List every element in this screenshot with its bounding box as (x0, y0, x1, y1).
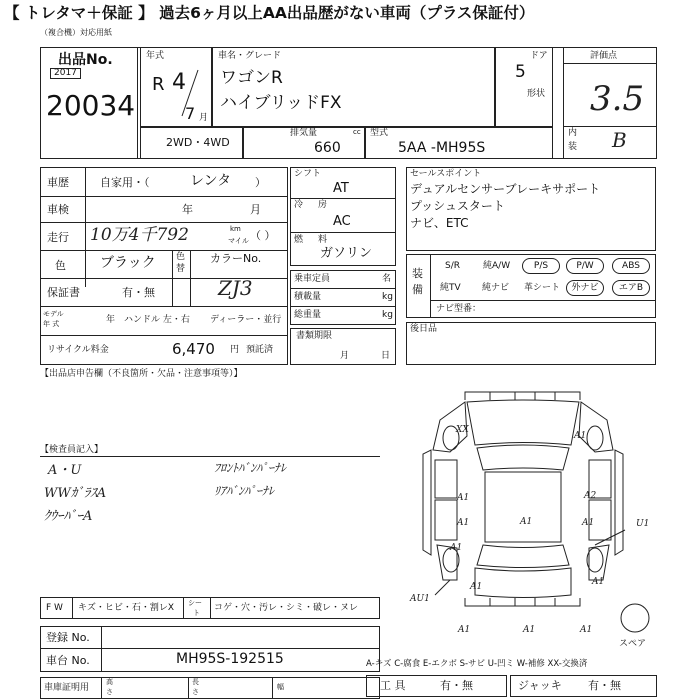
cert-label: 車庫証明用 (44, 683, 90, 693)
exhibitor-notes-label: 【出品店申告欄（不良箇所・欠品・注意事項等）】 (40, 369, 243, 379)
tools-value: 有・無 (440, 679, 473, 692)
jack-value: 有・無 (588, 679, 621, 692)
details-col-line (85, 167, 86, 287)
doors-label: ドア (530, 51, 548, 61)
shape-label: 形状 (527, 89, 546, 99)
color-code-value: ZJ3 (218, 276, 253, 300)
cert-length-1: 長 (192, 678, 199, 686)
defects-seat-2: ト (193, 609, 200, 617)
equip-sr: S/R (445, 261, 460, 271)
damage-mark: A1 (574, 431, 587, 441)
equip-aw: 純A/W (483, 261, 511, 271)
defects-seat-items: コゲ・穴・汚レ・シミ・破レ・ヌレ (214, 603, 359, 613)
equipment-nav-divider (430, 300, 656, 301)
aircon-label-2: 房 (318, 200, 328, 210)
capacity-row-1 (290, 288, 396, 289)
docs-period-label: 書類期限 (296, 331, 333, 341)
car-diagram (395, 380, 655, 640)
equip-ext-navi: 外ナビ (566, 280, 604, 296)
cert-col-1 (101, 677, 102, 699)
color-code-label: カラーNo. (210, 252, 262, 265)
inspector-label: 【検査員記入】 (40, 445, 104, 455)
damage-mark: XX (456, 425, 469, 435)
selling-points-label: セールスポイント (410, 169, 482, 179)
damage-mark: A1 (470, 582, 483, 592)
damage-mark: A1 (457, 493, 470, 503)
specs-row-1 (290, 198, 396, 199)
history-label: 車歴 (47, 176, 69, 189)
page-title: 【 トレタマ＋保証 】 過去6ヶ月以上AA出品歴がない車両（プラス保証付） (4, 4, 535, 22)
damage-mark: A1 (450, 543, 463, 553)
year-month: 7 (185, 104, 196, 123)
recycle-label: リサイクル料金 (47, 345, 109, 355)
aircon-label-1: 冷 (294, 200, 304, 210)
damage-mark: A1 (592, 577, 605, 587)
equip-navi: 純ナビ (482, 283, 510, 293)
score-value: 3.5 (590, 79, 645, 119)
docs-period-month: 月 (340, 351, 350, 361)
cert-col-2 (188, 677, 189, 699)
damage-mark: A1 (520, 517, 533, 527)
mileage-paren: （ ） (250, 229, 276, 242)
damage-legend: A-キズ C-腐食 E-エクボ S-サビ U-凹ミ W-補修 XX-交換済 (366, 659, 588, 669)
details-row-3 (40, 250, 288, 251)
equip-tv: 純TV (440, 283, 461, 293)
score-label: 評価点 (590, 51, 618, 61)
defects-items: キズ・ヒビ・石・割レX (78, 603, 174, 613)
nav-model-label: ナビ型番： (436, 304, 482, 314)
history-value: レンタ (190, 173, 232, 189)
lot-label: 出品No. (58, 52, 113, 68)
details-row-1 (40, 196, 288, 197)
registration-row (40, 648, 380, 649)
chassis-value: MH95S-192515 (176, 651, 284, 667)
postfit-frame (406, 322, 656, 365)
load-label: 積載量 (294, 292, 322, 302)
year-value: 4 (172, 70, 186, 95)
color-code-divider (190, 250, 191, 306)
capacity-unit: 名 (382, 274, 392, 284)
load-unit: kg (382, 292, 393, 302)
damage-mark: A1 (582, 518, 595, 528)
interior-label-2: 装 (568, 142, 578, 152)
warranty-value: 有・無 (122, 286, 155, 299)
history-close: ） (255, 176, 266, 189)
mileage-value: 10万4千792 (90, 225, 189, 245)
details-row-5 (40, 306, 288, 307)
score-divider-mid (563, 126, 657, 127)
color-change-label-2: 替 (176, 264, 186, 274)
model-name: ワゴンR (220, 68, 283, 88)
capacity-row-2 (290, 306, 396, 307)
model-year-year: 年 (106, 315, 116, 325)
inspector-note-2: WWｶﾞﾗｽA (44, 486, 107, 501)
gross-unit: kg (382, 310, 393, 320)
registration-label: 登録 No. (46, 631, 90, 644)
damage-mark: A2 (584, 491, 597, 501)
inspection-label: 車検 (47, 203, 69, 216)
mileage-unit-km: km (230, 225, 241, 233)
warranty-label: 保証書 (47, 286, 80, 299)
docs-period-day: 日 (381, 351, 391, 361)
fuel-label-1: 燃 (294, 235, 304, 245)
damage-mark: U1 (636, 519, 650, 529)
postfit-label: 後日品 (410, 324, 438, 334)
fuel-label-2: 料 (318, 235, 328, 245)
damage-mark: AU1 (410, 594, 430, 604)
recycle-note: 預託済 (246, 345, 274, 355)
details-row-2 (40, 222, 288, 223)
inspector-note-1: A・U (48, 463, 82, 478)
lot-year-tag: 2017 (50, 68, 81, 79)
damage-mark: A1 (523, 625, 536, 635)
cert-tall-2: さ (106, 688, 113, 696)
cert-length-2: さ (192, 688, 199, 696)
model-code-value: 5AA -MH95S (398, 140, 486, 156)
recycle-unit: 円 (230, 345, 240, 355)
displacement-value: 660 (314, 140, 341, 156)
inspector-divider (40, 456, 380, 457)
details-row-6 (40, 335, 288, 336)
inspection-year: 年 (182, 203, 193, 216)
model-year-dealer: ディーラー・並行 (210, 315, 282, 325)
equip-ps: P/S (522, 258, 560, 274)
inspector-note-4: ﾌﾛﾝﾄﾊﾞﾝﾊﾟｰﾅﾚ (214, 461, 287, 475)
cert-frame (40, 677, 380, 699)
mileage-label: 走行 (47, 231, 69, 244)
year-month-unit: 月 (199, 113, 209, 123)
defects-fw: F W (46, 603, 63, 613)
score-divider-top (563, 63, 657, 64)
inspection-month: 月 (250, 203, 261, 216)
equipment-label-1: 装 (412, 267, 423, 280)
mileage-unit-mile: マイル (228, 237, 249, 245)
defects-divider-1 (72, 597, 73, 619)
capacity-label: 乗車定員 (294, 274, 331, 284)
color-value: ブラック (100, 255, 156, 271)
model-label: 車名・グレード (218, 51, 282, 61)
aircon-value: AC (333, 214, 351, 229)
year-label: 年式 (146, 51, 165, 61)
model-year-handle: ハンドル 左・右 (124, 315, 190, 325)
color-change-label-1: 色 (176, 252, 186, 262)
model-year-label-1: モデル (43, 310, 64, 318)
shift-value: AT (333, 181, 349, 196)
model-year-label-2: 年 式 (43, 320, 60, 328)
equip-abs: ABS (612, 258, 650, 274)
selling-point-2: プッシュスタート (410, 199, 505, 213)
equipment-label-2: 備 (412, 283, 423, 296)
damage-mark: A1 (580, 625, 593, 635)
spare-label: スペア (619, 639, 647, 649)
lot-number: 20034 (46, 89, 136, 122)
fuel-value: ガソリン (320, 246, 373, 261)
interior-label-1: 内 (568, 128, 578, 138)
cert-col-3 (272, 677, 273, 699)
selling-point-3: ナビ、ETC (410, 216, 469, 230)
registration-col (101, 626, 102, 672)
equip-leather: 革シート (524, 283, 561, 293)
inspector-note-3: ｸｳｰﾊﾞｰA (44, 509, 93, 524)
history-options: 自家用・（ (100, 176, 150, 189)
jack-label: ジャッキ (518, 679, 562, 692)
defects-divider-3 (210, 597, 211, 619)
cert-tall-1: 高 (106, 678, 113, 686)
displacement-unit: cc (353, 128, 361, 136)
model-grade: ハイブリッドFX (220, 93, 342, 113)
displacement-label: 排気量 (290, 128, 318, 138)
tools-label: 工 具 (380, 679, 406, 692)
color-change-divider (172, 250, 173, 306)
chassis-label: 車台 No. (46, 654, 90, 667)
equip-airbag: エアB (612, 280, 650, 296)
doors-value: 5 (515, 62, 526, 82)
damage-mark: A1 (458, 625, 471, 635)
color-label: 色 (55, 259, 66, 272)
drive-label: 2WD・4WD (166, 136, 230, 149)
selling-point-1: デュアルセンサーブレーキサポート (410, 182, 601, 196)
inspector-note-5: ﾘｱﾊﾞﾝﾊﾟｰﾅﾚ (214, 484, 275, 498)
cert-width: 幅 (277, 683, 284, 691)
year-era: R (152, 74, 165, 95)
sheet-note: （複合機）対応用紙 (40, 28, 112, 37)
interior-value: B (612, 128, 627, 152)
defects-divider-2 (183, 597, 184, 619)
model-code-label: 型式 (370, 128, 389, 138)
equip-pw: P/W (566, 258, 604, 274)
shift-label: シフト (294, 169, 322, 179)
equipment-col-line (430, 254, 431, 318)
recycle-value: 6,470 (172, 340, 215, 358)
specs-row-2 (290, 232, 396, 233)
gross-label: 総重量 (294, 310, 322, 320)
defects-seat-1: シー (188, 599, 202, 607)
damage-mark: A1 (457, 518, 470, 528)
